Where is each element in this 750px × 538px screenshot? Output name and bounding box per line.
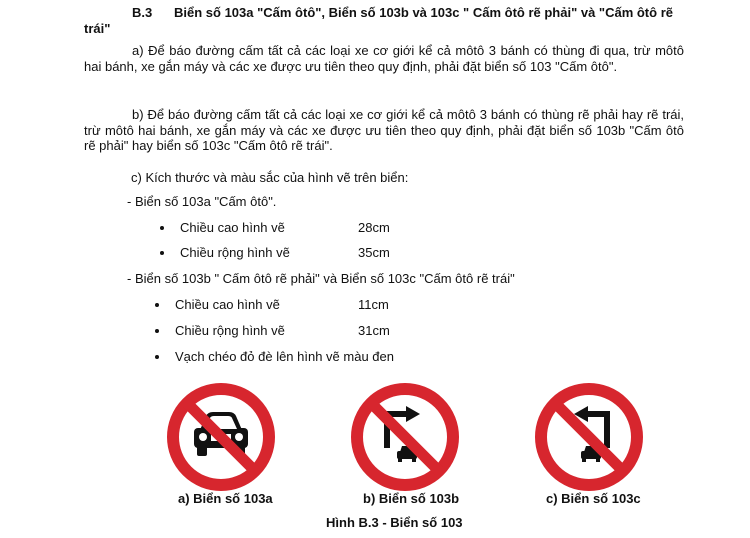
sign-103bc-height-label: Chiều cao hình vẽ [175, 297, 280, 312]
no-left-turn-for-cars-sign-icon [534, 382, 644, 492]
bullet-icon [155, 355, 159, 359]
bullet-icon [160, 226, 164, 230]
paragraph-a-text: a) Để báo đường cấm tất cả các loại xe cơ giới kể cả môtô 3 bánh có thùng đi qua, trừ môtô hai bánh, xe gắn máy và các xe được ưu tiên theo quy định, phải đặt biển số 103 "Cấm ôtô". [84, 43, 684, 74]
bullet-icon [155, 329, 159, 333]
paragraph-a [84, 43, 684, 74]
sign-103bc-width-value: 31cm [358, 323, 390, 338]
sign-103bc-heading: - Biển số 103b " Cấm ôtô rẽ phải" và Biển số 103c "Cấm ôtô rẽ trái" [127, 271, 515, 286]
paragraph-b [84, 107, 684, 154]
sign-103a-height-value: 28cm [358, 220, 390, 235]
section-heading [84, 5, 684, 36]
paragraph-c: c) Kích thước và màu sắc của hình vẽ trên biển: [131, 170, 409, 185]
sign-103bc-height-value: 11cm [358, 297, 389, 312]
section-number: B.3 [132, 5, 153, 20]
figure-title: Hình B.3 - Biển số 103 [326, 515, 463, 530]
sign-103a-height-label: Chiều cao hình vẽ [180, 220, 285, 235]
sign-103a-width-value: 35cm [358, 245, 390, 260]
section-title: Biển số 103a "Cấm ôtô", Biển số 103b và 103c " Cấm ôtô rẽ phải" và "Cấm ôtô rẽ trái" [84, 5, 673, 36]
bullet-icon [155, 303, 159, 307]
sign-103bc-width-label: Chiều rộng hình vẽ [175, 323, 285, 338]
figure-caption-a: a) Biển số 103a [178, 491, 273, 506]
figure-caption-c: c) Biển số 103c [546, 491, 641, 506]
figure-caption-b: b) Biển số 103b [363, 491, 460, 506]
sign-103a-heading: - Biển số 103a "Cấm ôtô". [127, 194, 277, 209]
sign-103bc-note: Vạch chéo đỏ đè lên hình vẽ màu đen [175, 349, 394, 364]
sign-103a-width-label: Chiều rộng hình vẽ [180, 245, 290, 260]
bullet-icon [160, 251, 164, 255]
paragraph-b-text: b) Để báo đường cấm tất cả các loại xe cơ giới kể cả môtô 3 bánh có thùng rẽ phải hay rẽ trái, trừ môtô hai bánh, xe gắn máy và các xe được ưu tiên theo quy định, phải đặt biển số 103b "Cấm ôtô rẽ phải" hay biển số 103c "Cấm ôtô rẽ trái". [84, 107, 684, 154]
no-cars-sign-icon [166, 382, 276, 492]
no-right-turn-for-cars-sign-icon [350, 382, 460, 492]
